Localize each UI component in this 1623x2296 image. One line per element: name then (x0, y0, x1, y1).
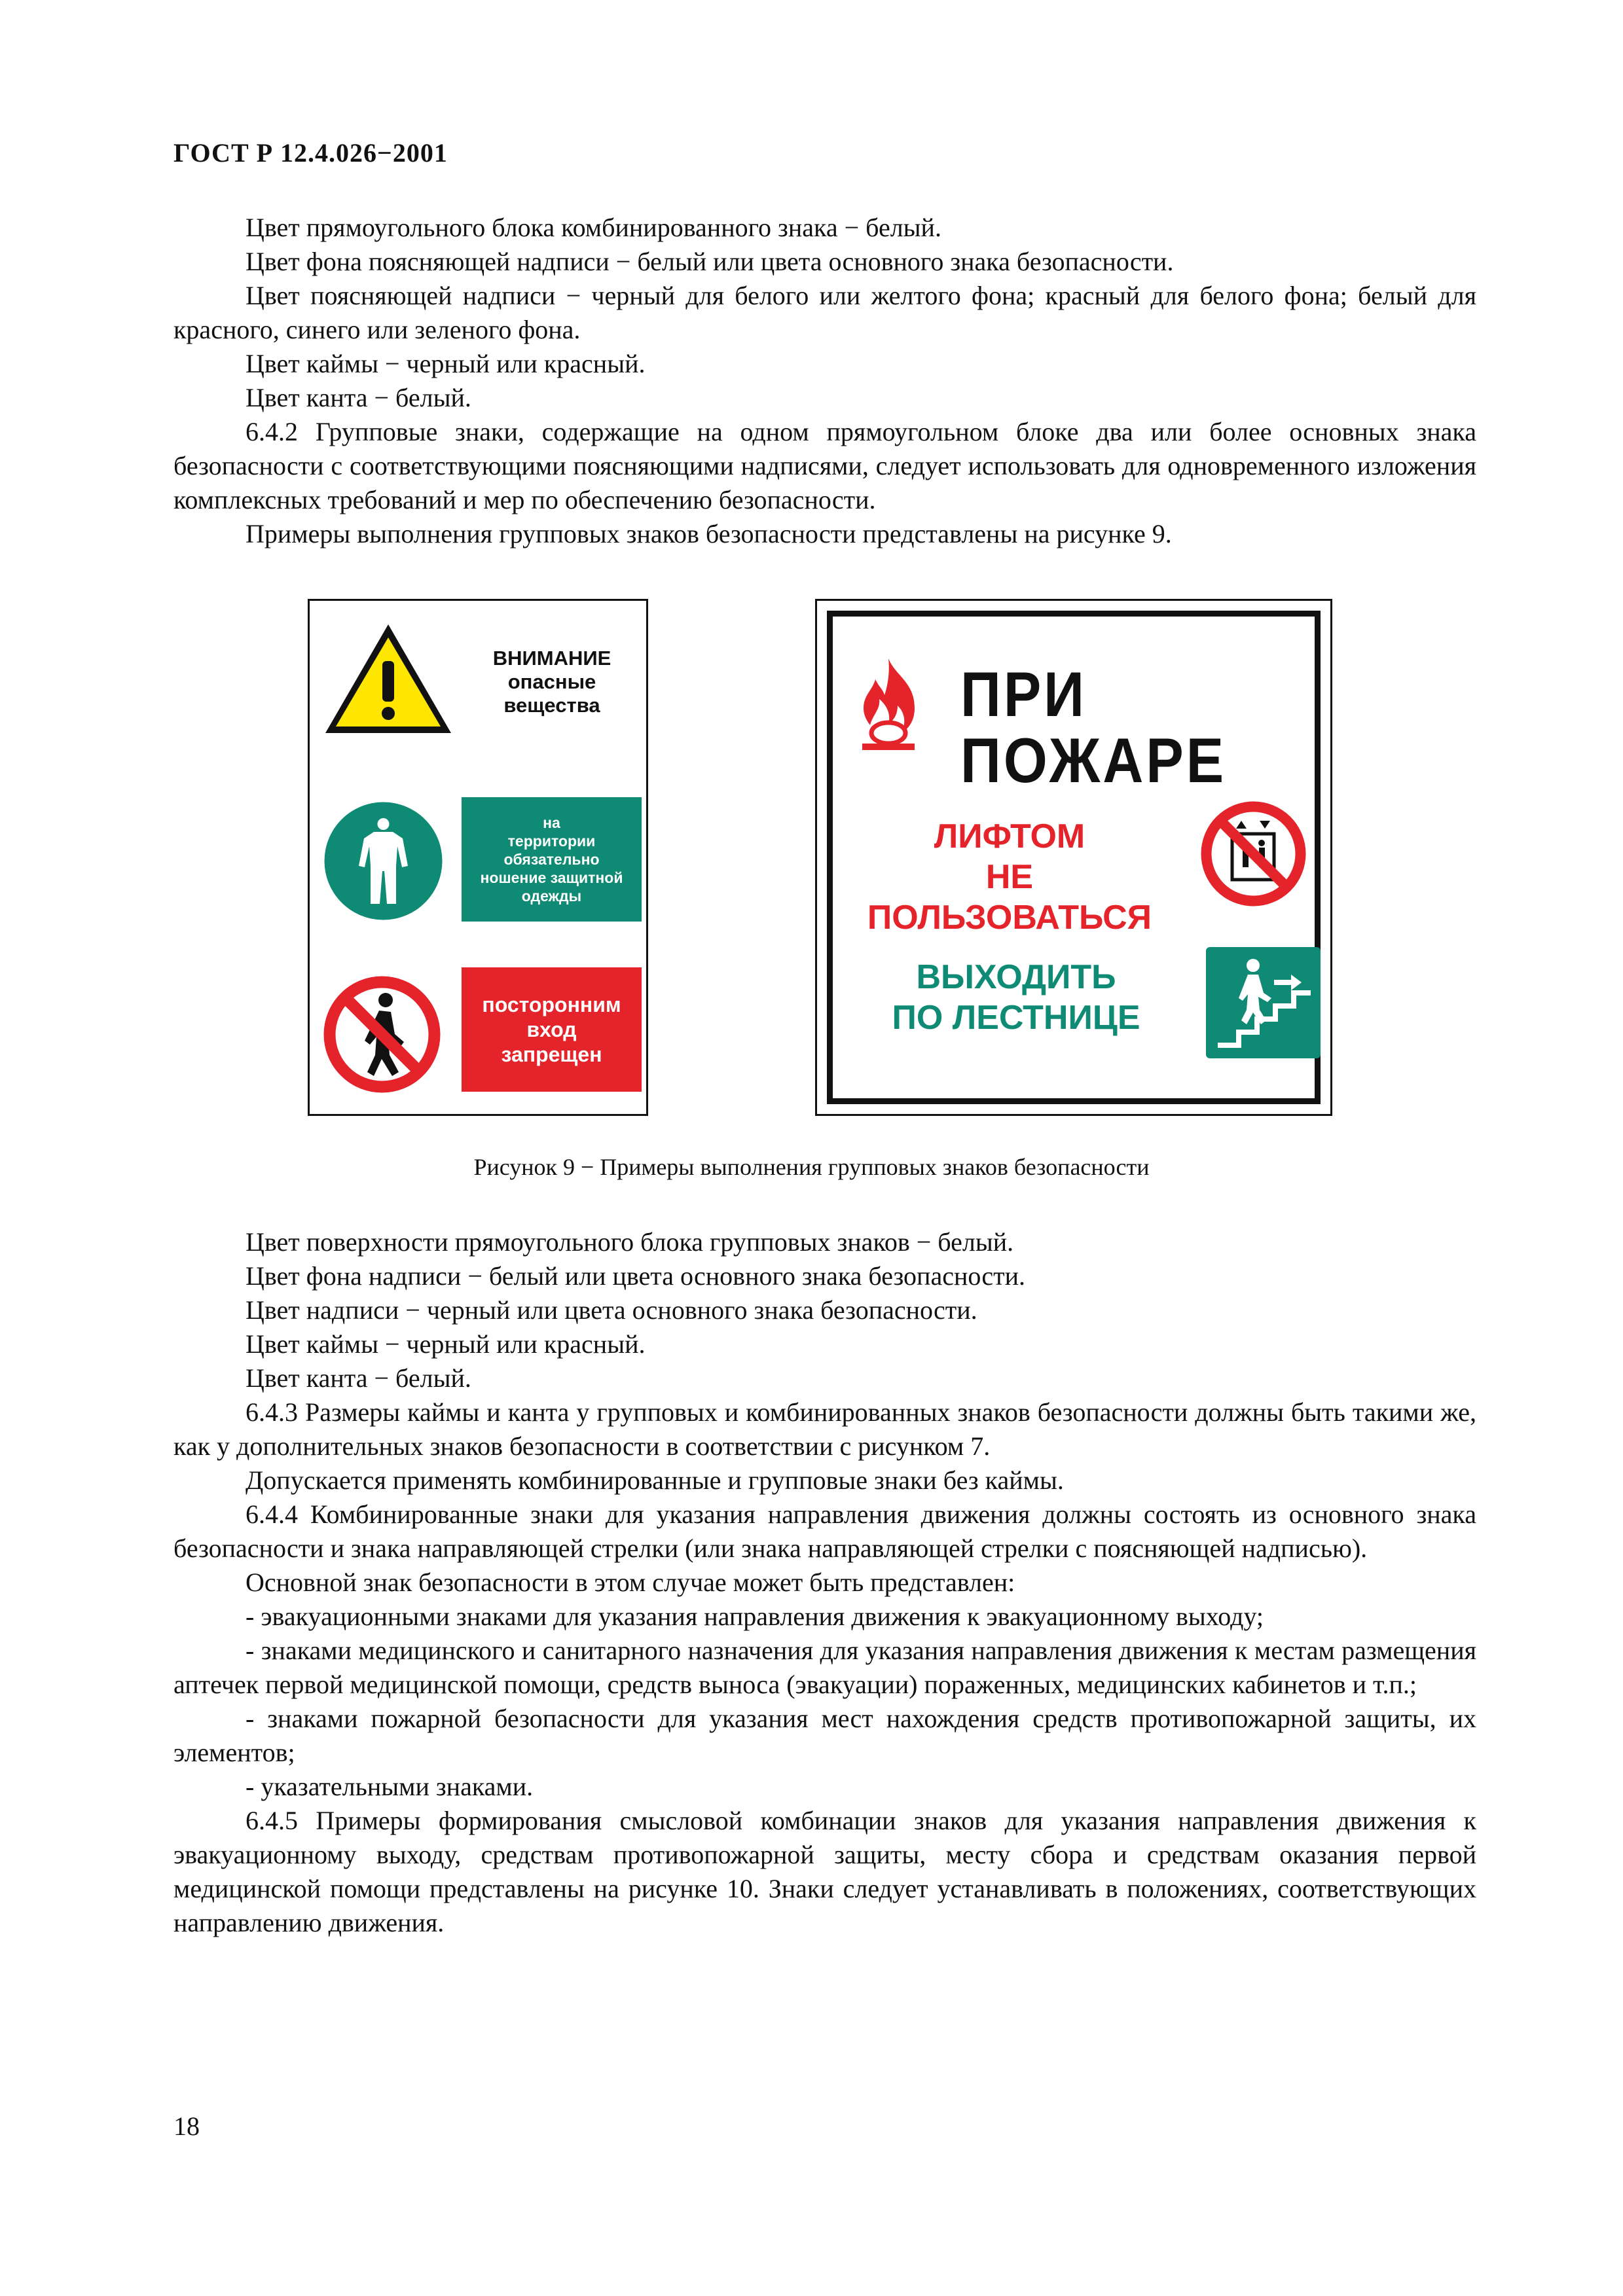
list-item: - знаками пожарной безопасности для указания мест нахождения средств противопожарной защиты, их элементов; (173, 1704, 1476, 1767)
no-elevator-icon (1199, 800, 1307, 908)
paragraph: Цвет фона поясняющей надписи − белый или цвета основного знака безопасности. (246, 247, 1174, 276)
text-block-upper (173, 211, 1476, 551)
figure-caption: Рисунок 9 − Примеры выполнения групповых знаков безопасности (473, 1154, 1150, 1180)
list-item: - знаками медицинского и санитарного назначения для указания направления движения к местам размещения аптечек первой медицинской помощи, средств выноса (эвакуации) пораженных, медицинских кабинетов и т.п.; (173, 1636, 1476, 1699)
paragraph: 6.4.3 Размеры каймы и канта у групповых и комбинированных знаков безопасности должны быть такими же, как у дополнительных знаков безопасности в соответствии с рисунком 7. (173, 1397, 1476, 1461)
entry-prohibited-box: посторонним вход запрещен (462, 967, 642, 1092)
paragraph: 6.4.5 Примеры формирования смысловой комбинации знаков для указания направления движения к эвакуационному выходу, средствам противопожарной защиты, месту сбора и средствам оказания первой медицинской помощи представлены на рисунке 10. Знаки следует устанавливать в положениях, соответствующих направлению движения. (173, 1806, 1476, 1937)
paragraph: Цвет канта − белый. (246, 1363, 471, 1393)
paragraph: Цвет надписи − черный или цвета основного знака безопасности. (246, 1295, 977, 1325)
flame-icon (849, 656, 928, 754)
protective-clothing-icon (323, 800, 444, 922)
clothing-text-box: на территории обязательно ношение защитной одежды (462, 797, 642, 922)
paragraph: Цвет канта − белый. (246, 383, 471, 412)
sign-border (827, 611, 1321, 1104)
list-item: - указательными знаками. (246, 1772, 534, 1801)
page-number: 18 (173, 2111, 200, 2141)
text-block-lower (173, 1225, 1476, 1940)
paragraph: Цвет поясняющей надписи − черный для белого или желтого фона; красный для белого фона; белый для красного, синего или зеленого фона. (173, 281, 1476, 344)
paragraph: Основной знак безопасности в этом случае может быть представлен: (246, 1568, 1015, 1597)
paragraph: Допускается применять комбинированные и групповые знаки без каймы. (246, 1465, 1064, 1495)
exit-stairs-icon (1206, 947, 1321, 1058)
use-stairs-text: ВЫХОДИТЬ ПО ЛЕСТНИЦЕ (892, 958, 1140, 1037)
no-entry-pedestrian-icon (321, 974, 443, 1095)
list-item: - эвакуационными знаками для указания направления движения к эвакуационному выходу; (246, 1602, 1264, 1631)
paragraph: Цвет поверхности прямоугольного блока групповых знаков − белый. (246, 1227, 1014, 1257)
group-sign-left (308, 599, 648, 1116)
warning-triangle-icon (321, 620, 456, 738)
paragraph: 6.4.2 Групповые знаки, содержащие на одном прямоугольном блоке два или более основных знака безопасности с соответствующими поясняющими надписями, следует использовать для одновременного изложения комплексных требований и мер по обеспечению безопасности. (173, 417, 1476, 514)
group-sign-right (815, 599, 1332, 1116)
paragraph: Цвет фона надписи − белый или цвета основного знака безопасности. (246, 1261, 1026, 1291)
paragraph: Цвет прямоугольного блока комбинированного знака − белый. (246, 213, 941, 242)
paragraph: Цвет каймы − черный или красный. (246, 1329, 646, 1359)
paragraph: Примеры выполнения групповых знаков безопасности представлены на рисунке 9. (246, 519, 1172, 548)
document-header: ГОСТ Р 12.4.026−2001 (173, 138, 448, 168)
lift-prohibited-text: ЛИФТОМ НЕ ПОЛЬЗОВАТЬСЯ (867, 817, 1152, 937)
paragraph: 6.4.4 Комбинированные знаки для указания направления движения должны состоять из основного знака безопасности и знака направляющей стрелки (или знака направляющей стрелки с поясняющей надписью). (173, 1499, 1476, 1563)
warning-text: ВНИМАНИЕ опасные вещества (492, 647, 611, 717)
paragraph: Цвет каймы − черный или красный. (246, 349, 646, 378)
sign-title: ПРИ ПОЖАРЕ (960, 659, 1227, 797)
